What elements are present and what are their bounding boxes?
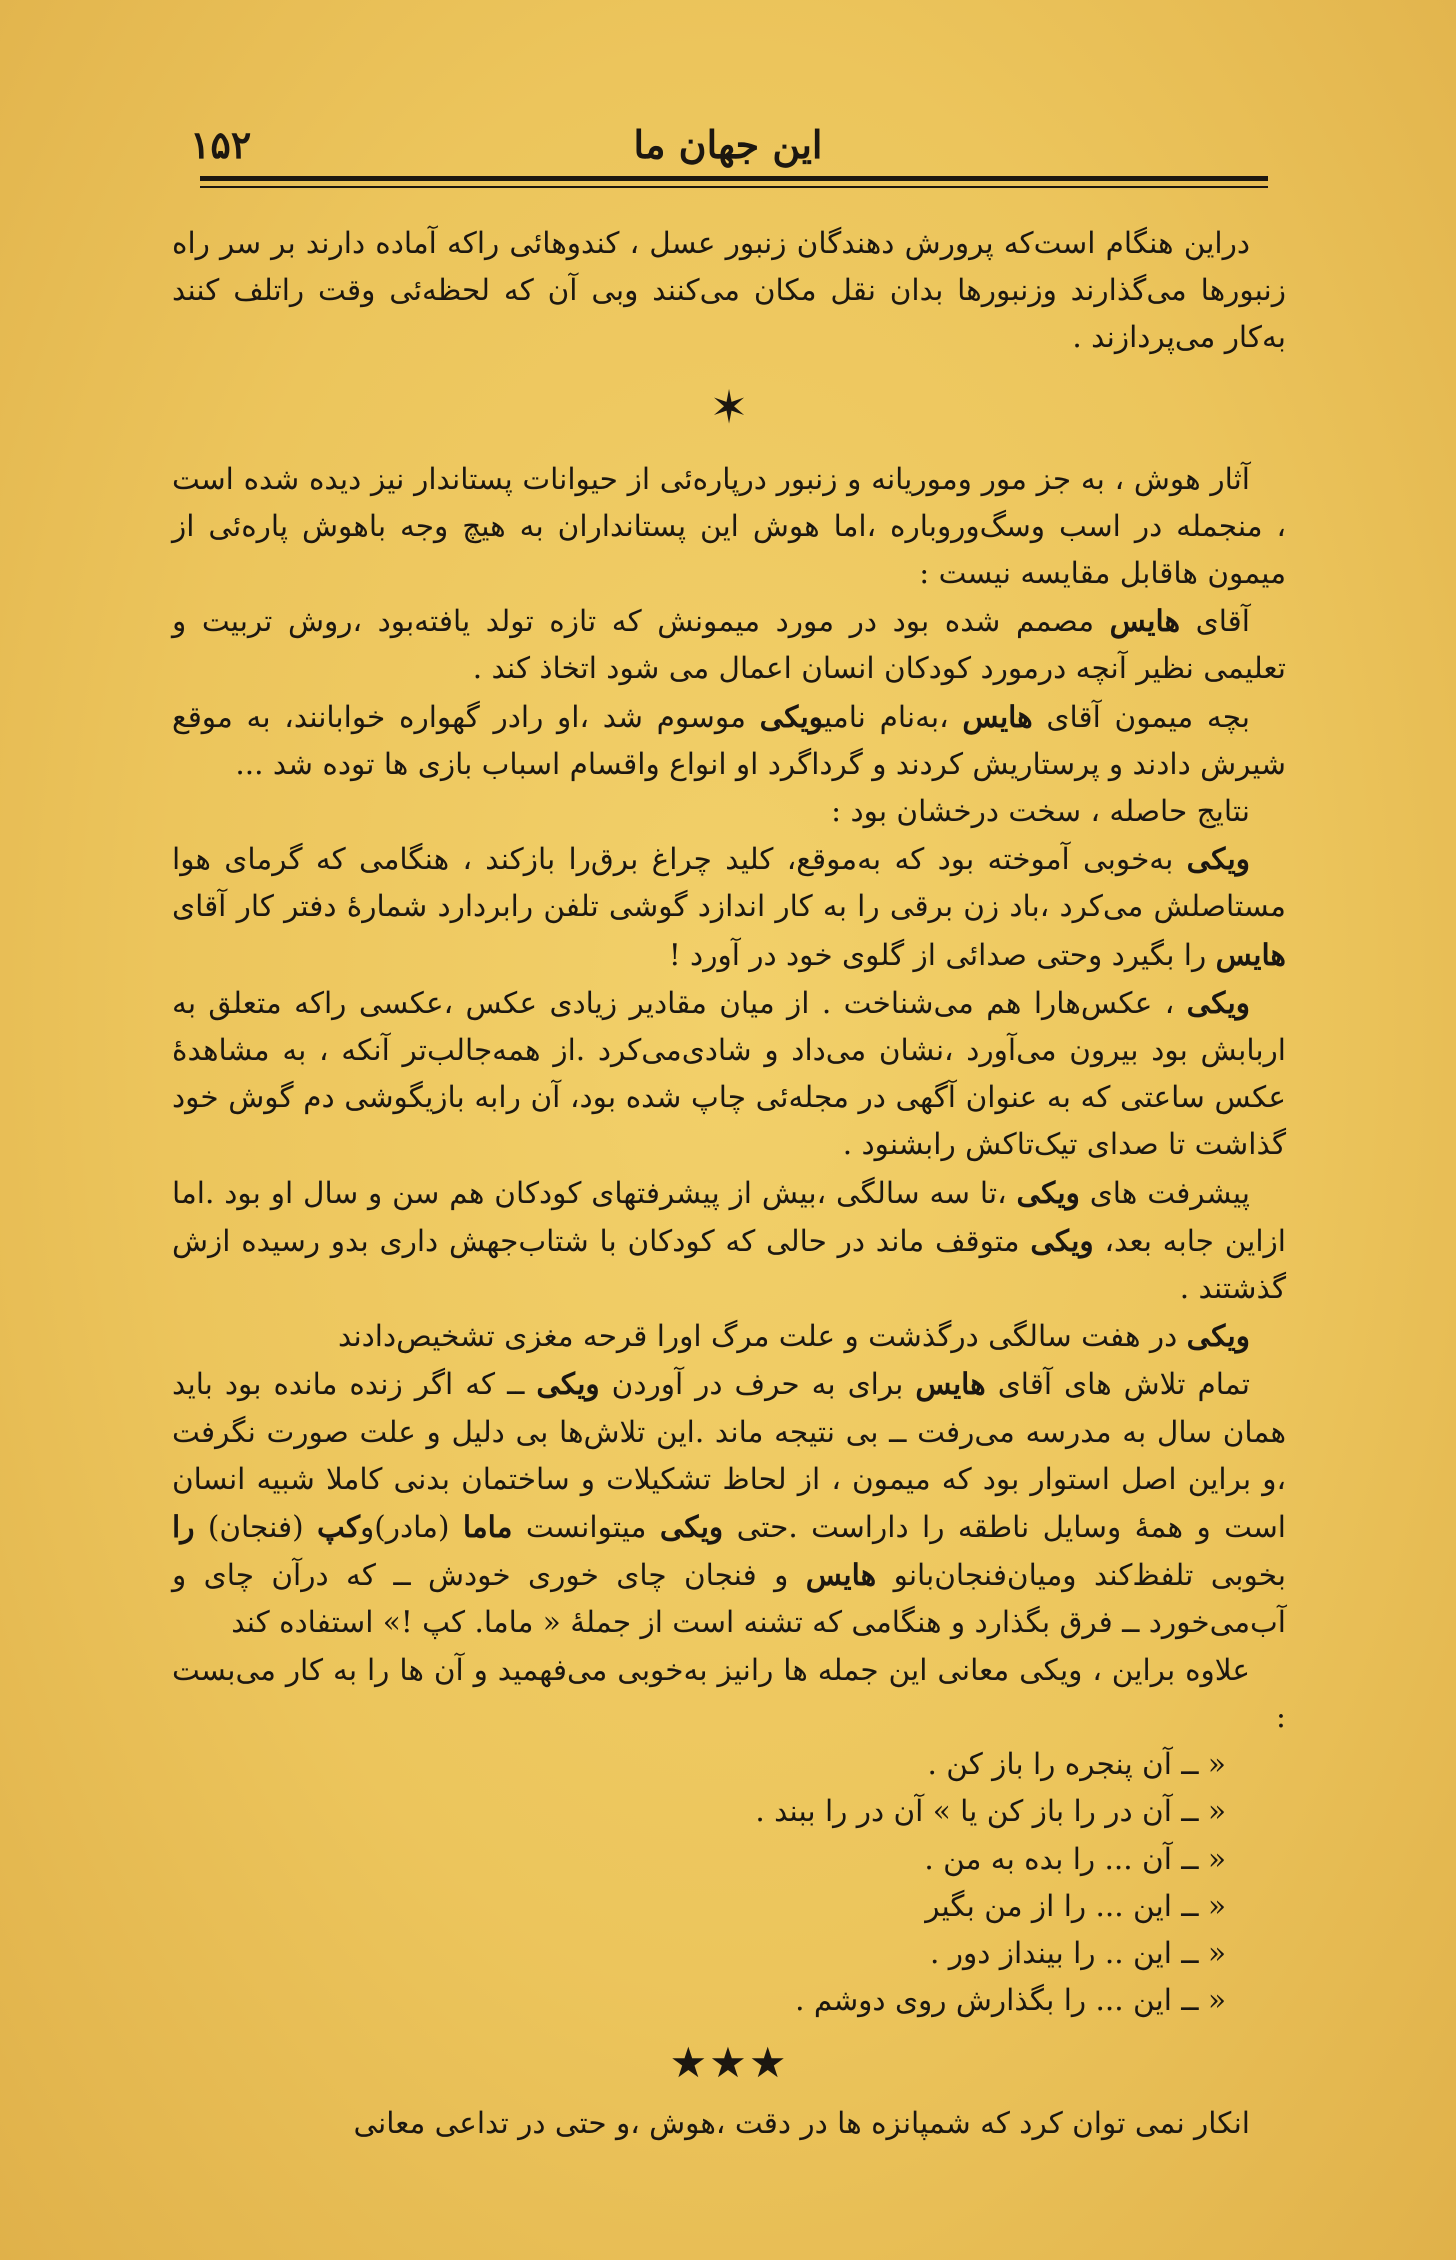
paragraph-viki-death [172,1312,1286,1360]
name-viki: ویکی [759,698,824,734]
text-run: ، عکس‌هارا هم می‌شناخت . از میان مقادیر زیادی عکس ،عکسی راکه متعلق به اربابش بود بیرون می‌آورد ،نشان می‌داد و شادی‌می‌کرد .از همه‌جالب‌تر آنکه ، به مشاهدهٔ عکس ساعتی که به عنوان آگهی در مجله‌ئی چاپ شده بود، آن رابه بازیگوشی دم گوش خود گذاشت تا صدای تیک‌تاکش رابشنود . [172,985,1286,1162]
name-hayes: هایس [805,1557,877,1593]
page-header [190,118,1266,178]
command-item: « ــ این .. را بینداز دور . [930,1935,1226,1970]
name-hayes: هایس [915,1366,986,1402]
name-viki: ویکی [1186,1318,1250,1354]
word-mama: ماما [462,1509,513,1545]
text-run: برای به حرف در آوردن [599,1367,916,1402]
text-run: بخوبی تلفظ‌کند ومیان‌فنجان‌بانو [876,1558,1286,1593]
text-run: متوقف ماند در حالی که کودکان با شتاب‌جهش داری بدو رسیده ازش گذشتند . [172,1223,1286,1306]
name-hayes: هایس [962,698,1033,734]
name-viki: ویکی [1186,984,1250,1020]
page-body [172,220,1286,2148]
command-item: « ــ آن پنجره را باز کن . [927,1747,1226,1782]
command-item: « ــ این ... را از من بگیر [925,1888,1226,1923]
header-rule-thick [200,176,1268,181]
name-hayes: هایس [1109,603,1181,639]
text-run: به‌خوبی آموخته بود که به‌موقع، کلید چراغ برق‌را بازکند ، هنگامی که گرمای هوا مستاصلش می‌کرد ،باد زن برقی را به کار اندازد گوشی تلفن رابردارد شمارهٔ دفتر کار آقای [172,842,1286,924]
star-separator: ✶ [709,379,749,434]
command-item: « ــ این ... را بگذارش روی دوشم . [795,1983,1226,2018]
paragraph-results: نتایج حاصله ، سخت درخشان بود : [831,794,1250,829]
paragraph-hayes-decision [172,597,1286,692]
text-run: مصمم شده بود در مورد میمونش که تازه تولد یافته‌بود ،روش تربیت و تعلیمی نظیر آنچه درمورد کودکان انسان اعمال می شود اتخاذ کند . [172,604,1286,686]
paragraph-comprehension: علاوه براین ، ویکی معانی این جمله ها رانیز به‌خوبی می‌فهمید و آن ها را به کار می‌بست : [172,1652,1286,1734]
text-run: (مادر)و [360,1510,463,1545]
text-run: پیشرفت های [1079,1175,1250,1210]
text-run: میتوانست [512,1510,660,1545]
word-ra: را [172,1509,195,1545]
closing-paragraph: انکار نمی توان کرد که شمپانزه ها در دقت ،هوش ،و حتی در تداعی معانی [353,2106,1250,2141]
three-stars-separator: ★★★ [669,2038,789,2088]
text-run: بچه میمون آقای [1032,699,1250,734]
text-run: موسوم شد ،او رادر گهواره خوابانند، به موقع شیرش دادند و پرستاریش کردند و گرداگرد او انواع واقسام اسباب بازی ها توده شد ... [172,699,1286,781]
text-run: در هفت سالگی درگذشت و علت مرگ اورا قرحه مغزی تشخیص‌دادند [337,1319,1187,1354]
intro-paragraph: دراین هنگام است‌که پرورش دهندگان زنبور عسل ، کندوهائی راکه آماده دارند بر سر راه زنبورها می‌گذارند وزنبورها بدان نقل مکان می‌کنند وبی آن که لحظه‌ئی وقت راتلف کنند به‌کار می‌پردازند . [172,226,1286,355]
paragraph-viki-naming [172,693,1286,788]
name-viki: ویکی [1030,1222,1094,1258]
text-run: آقای [1180,604,1250,639]
name-viki: ویکی [1186,841,1250,877]
page-number: ۱۵۲ [190,122,252,167]
paragraph-viki-progress [172,1169,1286,1313]
paragraph-intelligence: آثار هوش ، به جز مور وموریانه و زنبور درپاره‌ئی از حیوانات پستاندار نیز دیده شده است ، منجمله در اسب وسگ‌وروباره ،اما هوش این پستانداران به هیچ وجه باهوش پاره‌ئی از میمون هاقابل مقایسه نیست : [172,461,1286,591]
command-item: « ــ آن ... را بده به من . [924,1841,1226,1876]
name-viki: ویکی [659,1509,724,1545]
text-run: (فنجان) [194,1510,317,1545]
paragraph-viki-photos [172,979,1286,1169]
running-title: این جهان ما [633,122,823,167]
text-run: ،به‌نام نامی [823,699,963,734]
paragraph-viki-skills [172,835,1286,979]
command-item: « ــ آن در را باز کن یا » آن در را ببند . [755,1794,1226,1829]
text-run: ،تا سه سالگی ،بیش از پیشرفتهای کودکان هم سن و سال او بود .اما ازاین جابه بعد، [172,1175,1286,1258]
header-rule-thin [200,186,1268,188]
name-viki: ویکی [536,1366,600,1402]
name-hayes: هایس [1215,936,1286,972]
command-list [172,1741,1226,2024]
text-run: و فنجان چای خوری خودش ــ که درآن چای و آب‌می‌خورد ــ فرق بگذارد و هنگامی که تشنه است از جملهٔ « ماما. کپ !» استفاده کند [172,1558,1286,1640]
text-run: ــ که اگر زنده مانده بود باید همان سال به مدرسه می‌رفت ــ بی نتیجه ماند .این تلاش‌ها بی دلیل و علت صورت نگرفت ،و براین اصل استوار بود که میمون ، از لحاظ تشکیلات و ساختمان بدنی کاملا شبیه انسان است و همهٔ وسایل ناطقه را داراست .حتی [172,1367,1286,1545]
name-viki: ویکی [1016,1174,1080,1210]
paragraph-speech-attempts [172,1360,1286,1646]
text-run: را بگیرد وحتی صدائی از گلوی خود در آورد ! [668,937,1216,972]
text-run: تمام تلاش های آقای [985,1367,1250,1402]
word-cup: کپ [317,1509,361,1545]
